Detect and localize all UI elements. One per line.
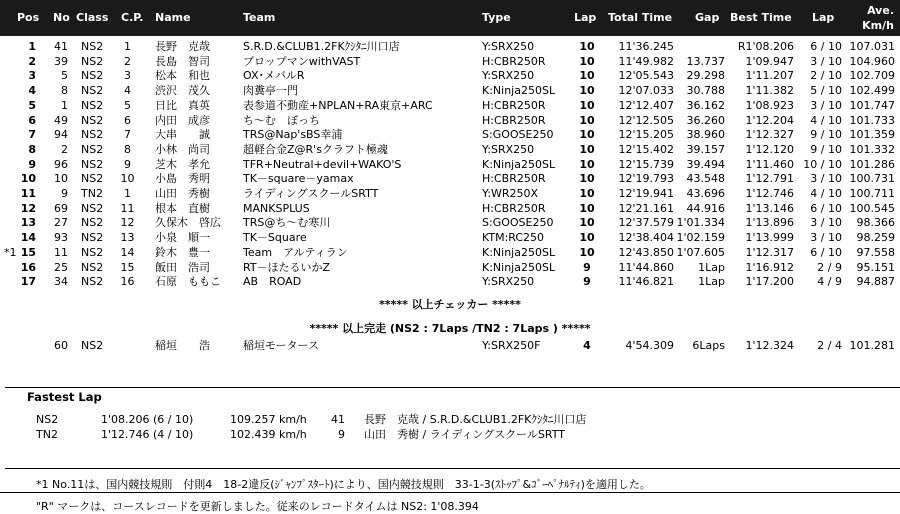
row-class: NS2 [81,216,104,230]
fastest-rider: 山田 秀樹 / ライディングスクールSRTT [364,428,566,441]
row-total-time: 11'36.245 [618,40,674,53]
row-class: NS2 [81,142,104,156]
row-lap: 9 [583,260,591,274]
row-lap: 10 [579,40,595,53]
col-best-time: Best Time [730,11,792,24]
row-total-time: 12'07.033 [618,84,674,98]
row-total-time: 12'19.793 [618,172,674,186]
row-lap: 9 [583,275,591,289]
row-ave: 101.359 [849,128,895,142]
row-best-time: 1'12.791 [745,172,794,186]
row-pos: 3 [28,69,36,83]
row-best-lap: 3 / 10 [810,231,842,245]
row-team: 超軽合金Z@R'sクラフト極魂 [243,142,388,156]
row-team: AB ROAD [243,275,302,289]
col-ave-line2: Km/h [862,19,894,32]
row-cp: 14 [120,245,135,259]
row-class: NS2 [81,54,104,68]
row-mark: *1 [4,245,17,259]
fastest-speed: 109.257 km/h [230,413,307,426]
row-total-time: 12'37.579 [618,216,674,230]
row-pos: 5 [28,98,36,112]
row-pos: 12 [20,201,36,215]
row-ave: 101.747 [849,98,895,112]
fastest-rider: 長野 克哉 / S.R.D.&CLUB1.2FKｸｼﾀﾆ川口店 [364,413,587,426]
row-team: TFR+Neutral+devil+WAKO'S [243,157,402,171]
row-ave: 102.499 [849,84,895,98]
row-best-time: 1'09.947 [745,54,794,68]
row-ave: 95.151 [856,260,895,274]
row-team: TRS@Nap'sBS幸浦 [243,128,343,142]
row-lap: 10 [579,187,595,200]
row-class: NS2 [81,231,104,245]
row-gap: 1Lap [698,275,725,289]
row-pos: 11 [20,187,36,200]
row-ave: 102.709 [849,69,895,83]
fastest-class: TN2 [36,428,58,441]
row-ave: 98.259 [856,231,895,245]
table-row [0,261,900,274]
row-no: 27 [54,216,68,230]
fastest-lap-title: Fastest Lap [27,390,102,404]
row-gap: 36.162 [686,98,725,112]
row-cp: 10 [120,172,135,186]
row-best-time: 1'16.912 [745,260,794,274]
row-ave: 107.031 [849,40,895,53]
row-gap: 39.494 [686,157,725,171]
row-total-time: 12'38.404 [618,231,674,245]
row-type: H:CBR250R [482,98,546,112]
row-cp: 11 [120,201,135,215]
row-type: K:Ninja250SL [482,157,556,171]
row-best-time: 1'11.382 [745,84,794,98]
row-no: 69 [54,201,68,215]
row-type: S:GOOSE250 [482,128,554,142]
row-team: TK－Square [243,231,307,245]
row-team: RT－ほたるいかZ [243,260,331,274]
dnf-ave: 101.281 [849,339,895,352]
row-class: NS2 [81,113,104,127]
row-name: 根本 直樹 [155,201,210,215]
row-ave: 94.887 [856,275,895,289]
row-best-lap: 6 / 10 [810,245,842,259]
table-row [0,172,900,185]
row-type: Y:SRX250 [482,275,535,289]
row-best-time: 1'17.200 [745,275,794,289]
row-best-lap: 10 / 10 [803,157,842,171]
row-total-time: 12'19.941 [618,187,674,200]
row-lap: 10 [579,201,595,215]
row-name: 内田 成彦 [155,113,210,127]
row-cp: 13 [120,231,135,245]
row-name: 芝木 孝允 [155,157,210,171]
row-gap: 1'01.334 [676,216,725,230]
row-type: Y:SRX250 [482,40,535,53]
table-row [0,55,900,68]
row-type: H:CBR250R [482,113,546,127]
row-type: K:Ninja250SL [482,245,556,259]
row-name: 日比 真英 [155,98,210,112]
row-class: NS2 [81,128,104,142]
row-best-lap: 9 / 10 [810,128,842,142]
row-total-time: 12'15.402 [618,142,674,156]
row-no: 41 [54,40,68,53]
row-team: TK－square－yamax [243,172,354,186]
row-type: S:GOOSE250 [482,216,554,230]
fastest-no: 9 [338,428,345,441]
row-cp: 4 [124,84,131,98]
row-total-time: 12'15.739 [618,157,674,171]
row-best-time: 1'12.746 [745,187,794,200]
dnf-name: 稲垣 浩 [155,339,210,352]
fastest-time: 1'08.206 (6 / 10) [101,413,194,426]
row-best-time: 1'13.999 [745,231,794,245]
row-type: Y:SRX250 [482,69,535,83]
row-ave: 101.286 [849,157,895,171]
row-name: 鈴木 豊一 [155,245,210,259]
row-ave: 100.545 [849,201,895,215]
dnf-class: NS2 [81,339,104,352]
row-best-time: 1'13.146 [745,201,794,215]
row-cp: 8 [124,142,131,156]
row-total-time: 12'21.161 [618,201,674,215]
row-pos: 14 [20,231,36,245]
row-lap: 10 [579,69,595,83]
row-pos: 15 [20,245,36,259]
col-lap: Lap [574,11,597,24]
row-name: 久保木 啓広 [155,216,221,230]
row-no: 25 [54,260,68,274]
row-name: 小島 秀明 [155,172,210,186]
row-lap: 10 [579,172,595,186]
table-row [0,158,900,171]
record-footnote: "R" マークは、コースレコードを更新しました。従来のレコードタイムは NS2: 1'08.394 [36,500,479,513]
dnf-team: 稲垣モータース [243,339,320,352]
row-best-lap: 9 / 10 [810,142,842,156]
row-cp: 9 [124,157,131,171]
row-lap: 10 [579,84,595,98]
dnf-gap: 6Laps [692,339,725,352]
row-team: ライディングスクールSRTT [243,187,379,200]
row-pos: 13 [20,216,36,230]
row-no: 34 [54,275,68,289]
row-ave: 104.960 [849,54,895,68]
row-no: 1 [61,98,68,112]
row-gap: 36.260 [686,113,725,127]
row-total-time: 11'46.821 [618,275,674,289]
row-type: H:CBR250R [482,54,546,68]
fastest-no: 41 [331,413,345,426]
row-cp: 2 [124,54,131,68]
row-team: TRS@ち～む寒川 [243,216,331,230]
dnf-row [0,339,900,352]
row-pos: 16 [20,260,36,274]
table-row [0,69,900,82]
row-cp: 5 [124,98,131,112]
row-class: NS2 [81,245,104,259]
row-no: 10 [54,172,68,186]
row-cp: 12 [120,216,135,230]
row-class: NS2 [81,40,104,53]
row-name: 渋沢 茂久 [155,84,210,98]
col-type: Type [482,11,511,24]
row-class: NS2 [81,98,104,112]
row-no: 2 [61,142,68,156]
row-best-lap: 4 / 10 [810,113,842,127]
col-best-lap: Lap [812,11,835,24]
row-class: NS2 [81,172,104,186]
table-row [0,128,900,141]
row-best-lap: 3 / 10 [810,216,842,230]
row-type: Y:WR250X [482,187,539,200]
row-best-time: 1'12.204 [745,113,794,127]
row-total-time: 12'05.543 [618,69,674,83]
dnf-total: 4'54.309 [625,339,674,352]
table-row [0,40,900,53]
col-total-time: Total Time [608,11,673,24]
dnf-best: 1'12.324 [745,339,794,352]
row-cp: 3 [124,69,131,83]
row-lap: 10 [579,54,595,68]
row-no: 9 [61,187,68,200]
row-type: H:CBR250R [482,201,546,215]
row-gap: 29.298 [686,69,725,83]
fastest-time: 1'12.746 (4 / 10) [101,428,194,441]
dnf-no: 60 [54,339,68,352]
row-ave: 101.332 [849,142,895,156]
row-pos: 6 [28,113,36,127]
row-gap: 43.548 [686,172,725,186]
row-pos: 7 [28,128,36,142]
row-best-time: 1'12.327 [745,128,794,142]
row-total-time: 12'12.505 [618,113,674,127]
row-best-lap: 3 / 10 [810,54,842,68]
table-row [0,114,900,127]
table-row [0,216,900,229]
row-gap: 39.157 [686,142,725,156]
row-team: 表参道不動産+NPLAN+RA東京+ARC [243,98,433,112]
row-gap: 1'07.605 [676,245,725,259]
row-best-time: 1'12.317 [745,245,794,259]
col-no: No [53,11,70,24]
row-pos: 9 [28,157,36,171]
row-class: NS2 [81,157,104,171]
row-class: NS2 [81,69,104,83]
results-table-header [0,0,900,36]
row-no: 11 [54,245,68,259]
row-best-lap: 4 / 10 [810,187,842,200]
row-name: 石原 ももこ [155,275,221,289]
row-pos: 4 [28,84,36,98]
col-ave [850,3,894,33]
table-row [0,231,900,244]
row-lap: 10 [579,98,595,112]
row-no: 8 [61,84,68,98]
row-best-time: 1'11.207 [745,69,794,83]
row-type: K:Ninja250SL [482,260,556,274]
finish-note: ***** 以上完走 (NS2 : 7Laps /TN2 : 7Laps ) ***** [309,322,591,335]
row-best-time: 1'08.923 [745,98,794,112]
fastest-speed: 102.439 km/h [230,428,307,441]
row-class: NS2 [81,275,104,289]
row-total-time: 12'12.407 [618,98,674,112]
row-lap: 10 [579,142,595,156]
dnf-lap: 4 [583,339,591,352]
col-pos: Pos [17,11,40,24]
table-row [0,84,900,97]
col-team: Team [243,11,276,24]
row-pos: 17 [20,275,36,289]
row-cp: 6 [124,113,131,127]
row-name: 長島 智司 [155,54,210,68]
fastest-class: NS2 [36,413,59,426]
row-best-time: 1'12.120 [745,142,794,156]
row-team: Team アルティラン [243,245,348,259]
checker-note: ***** 以上チェッカー ***** [379,298,521,311]
col-cp: C.P. [121,11,144,24]
row-gap: 44.916 [686,201,725,215]
row-lap: 10 [579,216,595,230]
row-best-lap: 3 / 10 [810,172,842,186]
row-gap: 1'02.159 [676,231,725,245]
footnote-divider [0,492,900,493]
row-no: 49 [54,113,68,127]
row-total-time: 12'15.205 [618,128,674,142]
row-gap: 30.788 [686,84,725,98]
table-row [0,187,900,200]
row-best-lap: 3 / 10 [810,98,842,112]
row-type: H:CBR250R [482,172,546,186]
row-total-time: 12'43.850 [618,245,674,259]
row-no: 96 [54,157,68,171]
row-ave: 100.731 [849,172,895,186]
dnf-type: Y:SRX250F [482,339,541,352]
row-ave: 97.558 [856,245,895,259]
row-team: S.R.D.&CLUB1.2FKｸｼﾀﾆ川口店 [243,40,400,53]
fastest-lap-row [0,413,900,427]
row-team: MANKSPLUS [243,201,310,215]
row-no: 39 [54,54,68,68]
row-ave: 100.711 [849,187,895,200]
row-cp: 15 [120,260,135,274]
row-no: 5 [61,69,68,83]
row-gap: 43.696 [686,187,725,200]
row-cp: 1 [124,187,131,200]
col-ave-line1: Ave. [867,4,894,17]
row-best-time: R1'08.206 [737,40,794,53]
table-row [0,202,900,215]
row-cp: 16 [120,275,135,289]
row-best-time: 1'11.460 [745,157,794,171]
col-class: Class [76,11,109,24]
row-pos: 1 [28,40,36,53]
row-lap: 10 [579,128,595,142]
row-class: TN2 [81,187,103,200]
row-ave: 101.733 [849,113,895,127]
row-gap: 1Lap [698,260,725,274]
row-type: K:Ninja250SL [482,84,556,98]
row-class: NS2 [81,260,104,274]
row-team: ブロップマンwithVAST [243,54,361,68]
row-best-time: 1'13.896 [745,216,794,230]
row-name: 松本 和也 [155,69,210,83]
row-name: 大串 誠 [155,128,210,142]
row-pos: 2 [28,54,36,68]
row-lap: 10 [579,231,595,245]
penalty-footnote: *1 No.11は、国内競技規則 付則4 18-2違反(ｼﾞｬﾝﾌﾟｽﾀｰﾄ)により、国内競技規則 33-1-3(ｽﾄｯﾌﾟ&ｺﾞｰﾍﾟﾅﾙﾃｨ)を適用した。 [36,478,651,491]
row-cp: 7 [124,128,131,142]
col-gap: Gap [695,11,720,24]
dnf-best-lap: 2 / 4 [817,339,842,352]
row-lap: 10 [579,157,595,171]
row-best-lap: 5 / 10 [810,84,842,98]
row-name: 飯田 浩司 [155,260,210,274]
row-pos: 8 [28,142,36,156]
row-team: OX･メバルR [243,69,305,83]
col-name: Name [155,11,191,24]
row-lap: 10 [579,113,595,127]
row-type: KTM:RC250 [482,231,545,245]
fastest-lap-row [0,428,900,442]
row-total-time: 11'49.982 [618,54,674,68]
table-row [0,275,900,288]
row-class: NS2 [81,84,104,98]
row-name: 長野 克哉 [155,40,210,53]
row-no: 94 [54,128,68,142]
row-class: NS2 [81,201,104,215]
row-team: ち～む ぼっち [243,113,320,127]
row-best-lap: 2 / 10 [810,69,842,83]
row-best-lap: 6 / 10 [810,40,842,53]
row-pos: 10 [20,172,36,186]
row-best-lap: 4 / 9 [817,275,842,289]
row-lap: 10 [579,245,595,259]
row-name: 山田 秀樹 [155,187,210,200]
row-total-time: 11'44.860 [618,260,674,274]
row-team: 肉糞亭一門 [243,84,298,98]
row-type: Y:SRX250 [482,142,535,156]
row-best-lap: 2 / 9 [817,260,842,274]
table-row [0,246,900,259]
row-name: 小泉 順一 [155,231,210,245]
row-cp: 1 [124,40,131,53]
row-gap: 13.737 [686,54,725,68]
table-row [0,143,900,156]
row-best-lap: 6 / 10 [810,201,842,215]
row-ave: 98.366 [856,216,895,230]
table-row [0,99,900,112]
row-gap: 38.960 [686,128,725,142]
row-name: 小林 尚司 [155,142,210,156]
row-no: 93 [54,231,68,245]
